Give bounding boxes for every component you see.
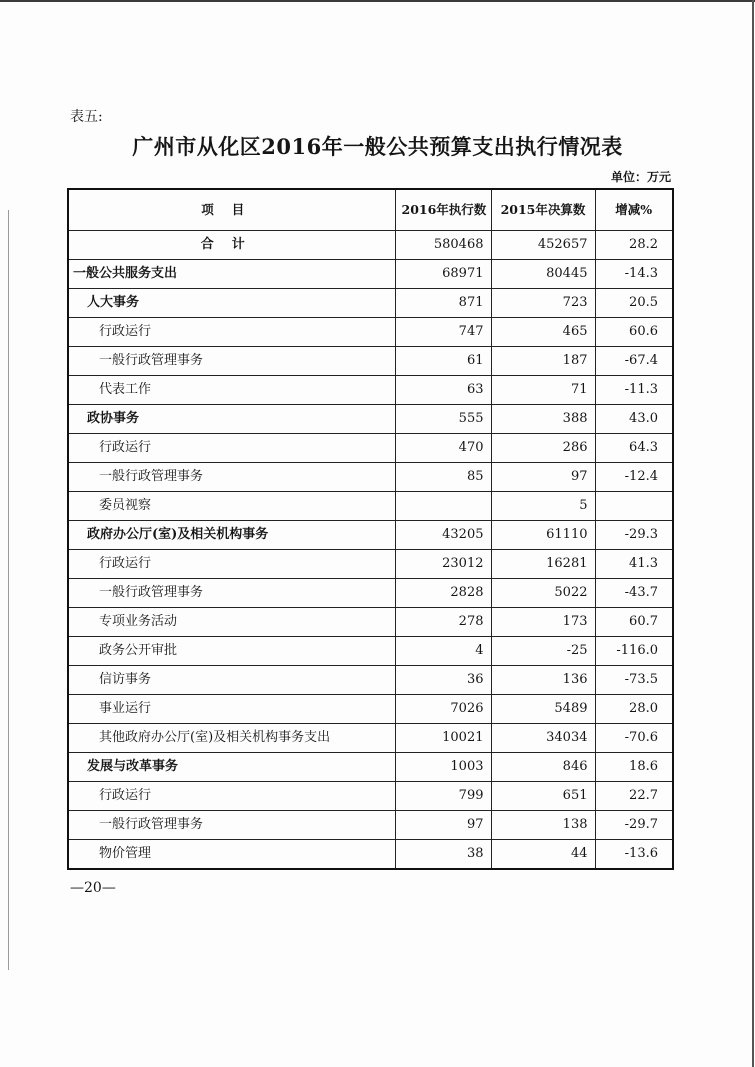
- cell-final-2015: 286: [491, 434, 595, 463]
- table-row: [68, 318, 673, 347]
- cell-item: 其他政府办公厅(室)及相关机构事务支出: [68, 724, 395, 753]
- cell-item: 一般行政管理事务: [68, 579, 395, 608]
- cell-exec-2016: [395, 492, 491, 521]
- cell-exec-2016: 1003: [395, 753, 491, 782]
- cell-change: -12.4: [595, 463, 673, 492]
- cell-final-2015: 97: [491, 463, 595, 492]
- cell-change: 43.0: [595, 405, 673, 434]
- table-row: [68, 666, 673, 695]
- cell-exec-2016: 7026: [395, 695, 491, 724]
- header-item: 项目: [68, 189, 395, 231]
- cell-change: -116.0: [595, 637, 673, 666]
- table-body: [68, 231, 673, 870]
- cell-exec-2016: 4: [395, 637, 491, 666]
- cell-change: 64.3: [595, 434, 673, 463]
- cell-item: 政协事务: [68, 405, 395, 434]
- page-number: —20—: [70, 880, 116, 896]
- cell-change: 60.7: [595, 608, 673, 637]
- cell-change: -29.7: [595, 811, 673, 840]
- cell-exec-2016: 61: [395, 347, 491, 376]
- cell-final-2015: 452657: [491, 231, 595, 260]
- cell-item: 委员视察: [68, 492, 395, 521]
- cell-final-2015: 80445: [491, 260, 595, 289]
- table-row: [68, 347, 673, 376]
- table-row: [68, 289, 673, 318]
- cell-exec-2016: 38: [395, 840, 491, 870]
- cell-change: 28.2: [595, 231, 673, 260]
- cell-item: 行政运行: [68, 550, 395, 579]
- table-row: [68, 463, 673, 492]
- cell-exec-2016: 68971: [395, 260, 491, 289]
- cell-exec-2016: 278: [395, 608, 491, 637]
- cell-exec-2016: 36: [395, 666, 491, 695]
- unit-note: 单位：万元: [610, 170, 671, 184]
- table-row: [68, 695, 673, 724]
- cell-exec-2016: 97: [395, 811, 491, 840]
- cell-final-2015: 388: [491, 405, 595, 434]
- cell-exec-2016: 555: [395, 405, 491, 434]
- cell-item: 发展与改革事务: [68, 753, 395, 782]
- cell-change: -73.5: [595, 666, 673, 695]
- cell-final-2015: 5022: [491, 579, 595, 608]
- cell-exec-2016: 23012: [395, 550, 491, 579]
- cell-item: 一般行政管理事务: [68, 811, 395, 840]
- cell-item: 行政运行: [68, 318, 395, 347]
- table-row: [68, 521, 673, 550]
- cell-change: -43.7: [595, 579, 673, 608]
- table-row: [68, 782, 673, 811]
- cell-change: -14.3: [595, 260, 673, 289]
- table-row: [68, 840, 673, 870]
- cell-item: 行政运行: [68, 782, 395, 811]
- cell-item: 专项业务活动: [68, 608, 395, 637]
- cell-item: 信访事务: [68, 666, 395, 695]
- table-row: [68, 608, 673, 637]
- cell-exec-2016: 43205: [395, 521, 491, 550]
- cell-exec-2016: 747: [395, 318, 491, 347]
- table-row: [68, 811, 673, 840]
- cell-change: 18.6: [595, 753, 673, 782]
- cell-item: 一般公共服务支出: [68, 260, 395, 289]
- cell-final-2015: 846: [491, 753, 595, 782]
- header-change: 增减%: [595, 189, 673, 231]
- cell-change: -29.3: [595, 521, 673, 550]
- cell-change: 22.7: [595, 782, 673, 811]
- cell-item: 政府办公厅(室)及相关机构事务: [68, 521, 395, 550]
- cell-change: 28.0: [595, 695, 673, 724]
- cell-item: 一般行政管理事务: [68, 463, 395, 492]
- cell-exec-2016: 580468: [395, 231, 491, 260]
- cell-exec-2016: 63: [395, 376, 491, 405]
- cell-change: -11.3: [595, 376, 673, 405]
- cell-change: [595, 492, 673, 521]
- cell-change: -70.6: [595, 724, 673, 753]
- table-row: [68, 492, 673, 521]
- cell-final-2015: 138: [491, 811, 595, 840]
- table-row: [68, 579, 673, 608]
- cell-change: 41.3: [595, 550, 673, 579]
- cell-exec-2016: 10021: [395, 724, 491, 753]
- table-row: [68, 637, 673, 666]
- table-row: [68, 260, 673, 289]
- cell-item: 事业运行: [68, 695, 395, 724]
- cell-final-2015: 44: [491, 840, 595, 870]
- cell-final-2015: 34034: [491, 724, 595, 753]
- cell-exec-2016: 871: [395, 289, 491, 318]
- cell-exec-2016: 470: [395, 434, 491, 463]
- cell-final-2015: 71: [491, 376, 595, 405]
- cell-final-2015: 5489: [491, 695, 595, 724]
- table-header-row: [68, 189, 673, 231]
- cell-final-2015: 16281: [491, 550, 595, 579]
- cell-change: 20.5: [595, 289, 673, 318]
- budget-table: [67, 188, 674, 870]
- table-row: [68, 405, 673, 434]
- cell-item: 物价管理: [68, 840, 395, 870]
- cell-final-2015: 723: [491, 289, 595, 318]
- cell-item: 一般行政管理事务: [68, 347, 395, 376]
- cell-final-2015: 173: [491, 608, 595, 637]
- cell-final-2015: 187: [491, 347, 595, 376]
- cell-final-2015: 136: [491, 666, 595, 695]
- cell-item: 合计: [68, 231, 395, 260]
- cell-item: 行政运行: [68, 434, 395, 463]
- cell-change: 60.6: [595, 318, 673, 347]
- cell-item: 政务公开审批: [68, 637, 395, 666]
- table-row: [68, 376, 673, 405]
- table-row: [68, 724, 673, 753]
- cell-final-2015: 465: [491, 318, 595, 347]
- cell-change: -13.6: [595, 840, 673, 870]
- document-title: 广州市从化区2016年一般公共预算支出执行情况表: [132, 134, 623, 159]
- cell-final-2015: -25: [491, 637, 595, 666]
- table-row: [68, 550, 673, 579]
- cell-final-2015: 651: [491, 782, 595, 811]
- cell-exec-2016: 85: [395, 463, 491, 492]
- cell-change: -67.4: [595, 347, 673, 376]
- cell-exec-2016: 2828: [395, 579, 491, 608]
- cell-final-2015: 5: [491, 492, 595, 521]
- cell-item: 代表工作: [68, 376, 395, 405]
- cell-exec-2016: 799: [395, 782, 491, 811]
- cell-item: 人大事务: [68, 289, 395, 318]
- page-edge: [0, 0, 755, 2]
- table-row: [68, 434, 673, 463]
- table-row: [68, 753, 673, 782]
- header-exec-2016: 2016年执行数: [395, 189, 491, 231]
- cell-final-2015: 61110: [491, 521, 595, 550]
- table-label: 表五:: [70, 109, 103, 125]
- table-row: [68, 231, 673, 260]
- binding-mark: [8, 210, 9, 970]
- header-final-2015: 2015年决算数: [491, 189, 595, 231]
